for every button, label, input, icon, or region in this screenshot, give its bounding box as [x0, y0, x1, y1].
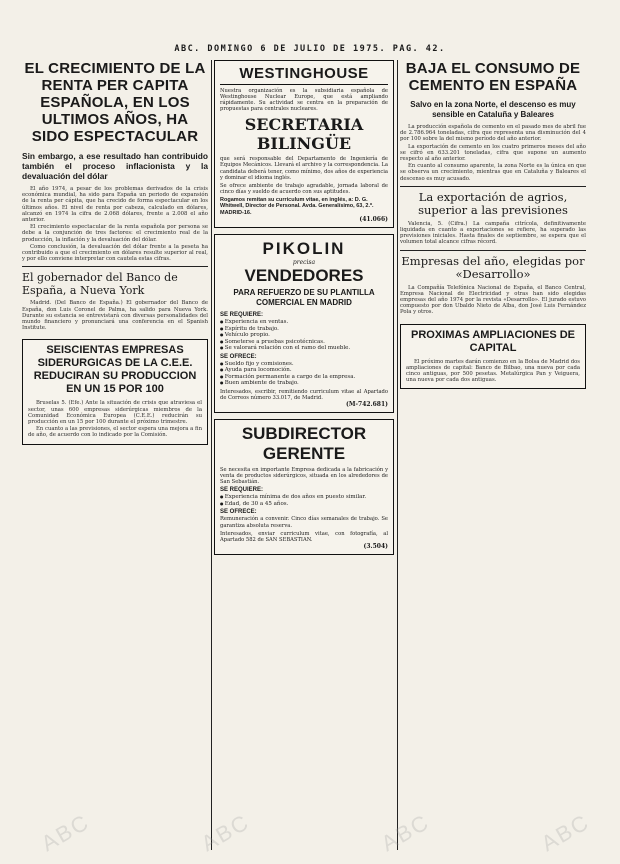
pikolin-brand: PIKOLIN: [262, 239, 346, 259]
subdirector-intro: Se necesita en importante Empresa dedicada a la fabricación y venta de productos siderúrgicos, situada en los alrededores de San Sebastián.: [220, 467, 388, 486]
paragraph: Valencia, 5. (Cifra.) La campaña citrícola, definitivamente liquidada en cuanto a exportaciones se refiere, ha superado las previsiones iniciales. Hasta finales de septiembre, se espera que el volumen total alcance cifras récord.: [400, 220, 586, 246]
list-item: ● Se valorará relación con el ramo del mueble.: [220, 345, 388, 352]
renta-headline: EL CRECIMIENTO DE LA RENTA PER CAPITA ESPAÑOLA, EN LOS ULTIMOS AÑOS, HA SIDO ESPECTACULAR: [24, 60, 206, 145]
list-item: ● Sueldo fijo y comisiones.: [220, 361, 388, 368]
empresas-body: [400, 285, 586, 316]
list-item: ● Edad, de 30 a 45 años.: [220, 501, 388, 508]
westinghouse-brand: WESTINGHOUSE: [220, 65, 388, 85]
list-item: ● Formación permanente a cargo de la empresa.: [220, 374, 388, 381]
siderurgicas-body: [28, 400, 202, 438]
pikolin-contact: Interesados, escribir, remitiendo curriculum vitae al Apartado de Correos número 33.017, de Madrid.: [220, 388, 388, 402]
ad-reference: (M-742.681): [346, 401, 388, 409]
abc-watermark: ABC: [36, 808, 94, 857]
siderurgicas-box: [22, 339, 208, 444]
paragraph: La exportación de cemento en los cuatro primeros meses del año se cifró en 633.201 toneladas, cifra que supone un aumento respecto al año anterior.: [400, 143, 586, 163]
siderurgicas-headline: SEISCIENTAS EMPRESAS SIDERURGICAS DE LA C.E.E. REDUCIRAN SU PRODUCCION EN UN 15 POR 100: [33, 344, 197, 396]
empresas-headline: Empresas del año, elegidas por «Desarrollo»: [401, 253, 585, 282]
middle-column: [214, 60, 394, 860]
offers-label: SE OFRECE:: [220, 353, 257, 360]
paragraph: El crecimiento espectacular de la renta española por persona se debe a la conjunción de tres factores: el crecimiento real de la producción, la inflación y la devaluación del dólar.: [22, 224, 208, 243]
secretaria-contact: Rogamos remitan su curriculum vitae, en inglés, a: D. G. Whitwell, Director de Personal. Avda. Generalísimo, 63, 2.º. MADRID-16.: [220, 196, 374, 216]
ad-reference: (3.504): [363, 542, 388, 550]
paragraph: La Compañía Telefónica Nacional de España, el Banco Central, Empresa Nacional de Electricidad y otras han sido elegidas empresas del año 1974 por la revista «Desarrollo». El jurado estuvo compuesto por don Ubaldo Nieto de Alba, don José Luis Fernández Pola y otros.: [400, 284, 586, 316]
vendedores-subtitle: PARA REFUERZO DE SU PLANTILLA COMERCIAL EN MADRID: [233, 288, 375, 308]
right-column: [400, 60, 586, 860]
cemento-headline: BAJA EL CONSUMO DE CEMENTO EN ESPAÑA: [405, 60, 581, 94]
subdirector-contact: Interesados, enviar curriculum vitae, con fotografía, al Apartado 582 de SAN SEBASTIAN.: [220, 530, 388, 543]
paragraph: Madrid. (Del Banco de España.) El gobernador del Banco de España, don Luis Coronel de Palma, ha salido para Nueva York. Durante su estancia se entrevistará con diversas personalidades del mundo financiero y pronunciará una conferencia en el Spanish Institute.: [22, 300, 208, 332]
ad-reference: (41.066): [359, 216, 388, 224]
abc-watermark: ABC: [376, 808, 434, 857]
page-header: ABC. DOMINGO 6 DE JULIO DE 1975. PAG. 42.: [174, 44, 446, 54]
paragraph: El año 1974, a pesar de los problemas derivados de la crisis económica mundial, ha sido para España un periodo de expansión de la renta per cápita, que ha crecido de forma espectacular en los últimos años. El nivel de renta por cabeza, calculado en dólares, alcanzó en 1974 la cifra de 2.068 dólares, frente a 2.008 el año anterior.: [22, 186, 208, 224]
paragraph: El próximo martes darán comienzo en la Bolsa de Madrid dos ampliaciones de capital: Banco de Bilbao, una nueva por cada cinco antiguas, por 500 pesetas. Metalúrgica Pan y Veiguera, una nueva por cada dos antiguas.: [406, 358, 580, 384]
paragraph: Como conclusión, la devaluación del dólar frente a la peseta ha contribuido a que el crecimiento en dólares resulte superior al real, y por ello conviene interpretar con cautela estas cifras.: [22, 243, 208, 263]
abc-watermark: ABC: [196, 808, 254, 857]
gobernador-body: [22, 300, 208, 331]
requirements-list: [220, 494, 388, 507]
column-rule: [211, 60, 212, 850]
secretaria-title: SECRETARIA BILINGÜE: [244, 115, 364, 154]
divider: [22, 266, 208, 267]
agrios-body: [400, 221, 586, 246]
list-item: ● Buen ambiente de trabajo.: [220, 380, 388, 387]
requirements-list: [220, 319, 388, 352]
ampliaciones-headline: PROXIMAS AMPLIACIONES DE CAPITAL: [411, 328, 575, 354]
list-item: ● Experiencia en ventas.: [220, 319, 388, 326]
left-column: [22, 60, 208, 860]
subdirector-title: SUBDIRECTOR GERENTE: [241, 424, 367, 464]
offers-list: [220, 361, 388, 387]
cemento-subhead: Salvo en la zona Norte, el descenso es muy sensible en Cataluña y Baleares: [410, 100, 576, 119]
list-item: ● Experiencia mínima de dos años en puesto similar.: [220, 494, 388, 501]
renta-subhead: Sin embargo, a ese resultado han contribuido también el proceso inflacionista y la devaluación del dólar: [22, 151, 208, 181]
list-item: ● Ayuda para locomoción.: [220, 367, 388, 374]
requirements-label: SE REQUIERE:: [220, 312, 264, 319]
secretaria-offer: Se ofrece ambiente de trabajo agradable, jornada laboral de cinco días y sueldo de acuerdo con sus aptitudes.: [220, 182, 388, 195]
ampliaciones-body: [406, 359, 580, 384]
westinghouse-intro: Nuestra organización es la subsidiaria española de Westinghouse Nuclear Europe, que está ampliando rápidamente. Su actividad se centra en la preparación de propuestas para centrales nucleares.: [220, 88, 388, 113]
divider: [400, 250, 586, 251]
paragraph: En cuanto al consumo aparente, la zona Norte es la única en que se observa un crecimiento, mientras que en Cataluña y Baleares el descenso es muy acusado.: [400, 163, 586, 182]
secretaria-body: que será responsable del Departamento de Ingeniería de Equipos Mecánicos. Llevará el archivo y la correspondencia. La candidata deberá tener, como mínimo, dos años de experiencia y dominar el idioma inglés.: [220, 156, 388, 181]
paragraph: Bruselas 5. (Efe.) Ante la situación de crisis que atraviesa el sector, unas 600 empresas siderúrgicas miembros de la Comunidad Económica Europea (C.E.E.) reducirán su producción en un 15 por 100 durante el próximo trimestre.: [28, 400, 202, 426]
paragraph: En cuanto a las previsiones, el sector espera una mejora a fin de año, de acuerdo con lo indicado por la Comisión.: [28, 426, 202, 439]
westinghouse-ad: [214, 60, 394, 228]
subdirector-offer: Remuneración a convenir. Cinco días semanales de trabajo. Se garantiza absoluta reserva.: [220, 516, 388, 529]
cemento-body: [400, 124, 586, 182]
divider: [400, 186, 586, 187]
agrios-headline: La exportación de agrios, superior a las previsiones: [418, 189, 568, 218]
vendedores-title: VENDEDORES: [244, 266, 364, 286]
subdirector-ad: [214, 419, 394, 555]
pikolin-ad: [214, 234, 394, 413]
list-item: ● Someterse a pruebas psicotécnicas.: [220, 339, 388, 346]
paragraph: La producción española de cemento en el pasado mes de abril fue de 2.786.964 toneladas, cifra que representa una disminución del 4 por 100 sobre la del mismo período del año anterior.: [400, 124, 586, 143]
abc-watermark: ABC: [536, 808, 594, 857]
renta-body: [22, 186, 208, 262]
column-rule: [397, 60, 398, 850]
offers-label: SE OFRECE:: [220, 509, 257, 516]
gobernador-headline: El gobernador del Banco de España, a Nueva York: [22, 271, 178, 298]
pikolin-precisa: precisa: [292, 259, 316, 267]
requirements-label: SE REQUIERE:: [220, 487, 264, 494]
ampliaciones-box: [400, 324, 586, 390]
list-item: ● Vehículo propio.: [220, 332, 388, 339]
list-item: ● Espíritu de trabajo.: [220, 326, 388, 333]
